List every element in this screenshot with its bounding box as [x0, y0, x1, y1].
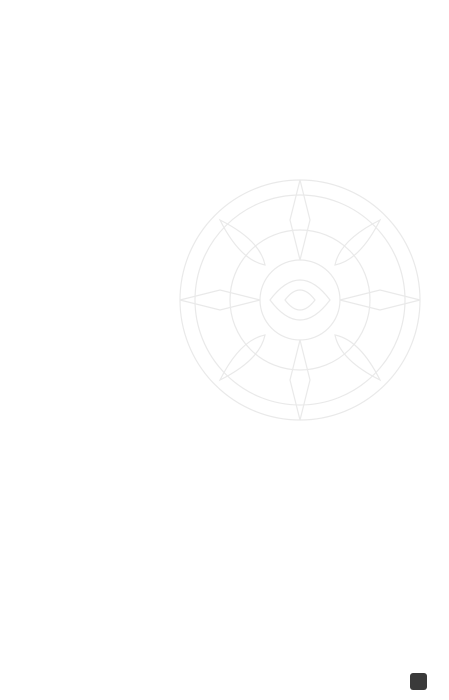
facebook-icon [410, 673, 427, 690]
after-sales-heading [24, 45, 444, 61]
non-defect-list [24, 12, 444, 28]
non-defect-heading [24, 12, 444, 28]
policy-content [24, 12, 444, 78]
facebook-page-credit[interactable] [410, 673, 435, 690]
floral-emblem-watermark [150, 150, 449, 450]
